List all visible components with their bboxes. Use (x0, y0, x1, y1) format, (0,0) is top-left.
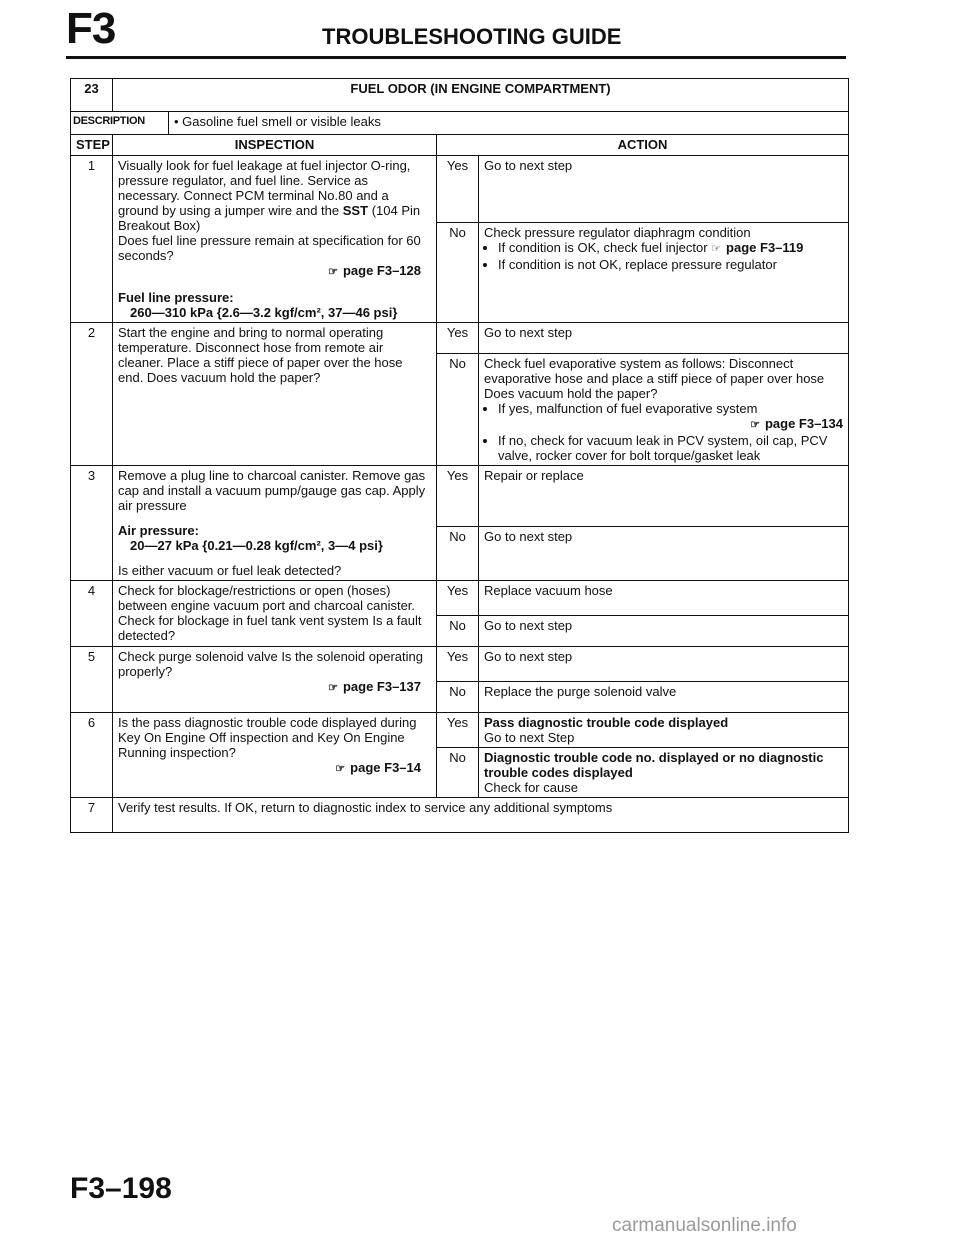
spec-label: Air pressure: (118, 523, 199, 538)
yes-action: Go to next step (479, 647, 849, 682)
step-row (71, 713, 849, 748)
page-number: F3–198 (70, 1172, 172, 1205)
step-number: 5 (71, 647, 113, 713)
step-inspection: Is the pass diagnostic trouble code displayed during Key On Engine Off inspection and Key On Engine Running inspection? ☞ page F3–14 (113, 713, 437, 798)
no-label: No (437, 223, 479, 323)
step-inspection: Remove a plug line to charcoal canister. Remove gas cap and install a vacuum pump/gauge gas cap. Apply air pressure Air pressure: 20—27 kPa {0.21—0.28 kgf/cm², 3—4 psi} Is either vacuum or fuel leak detected? (113, 466, 437, 581)
yes-action: Go to next step (479, 323, 849, 354)
yes-label: Yes (437, 156, 479, 223)
description-text: Gasoline fuel smell or visible leaks (182, 114, 381, 129)
yes-action: Repair or replace (479, 466, 849, 527)
col-action: ACTION (437, 135, 849, 156)
step-number: 2 (71, 323, 113, 466)
description-label: DESCRIPTION (71, 112, 169, 135)
step-row (71, 156, 849, 223)
no-action: Diagnostic trouble code no. displayed or no diagnostic trouble codes displayed Check for cause (479, 748, 849, 798)
no-action: Go to next step (479, 616, 849, 647)
yes-label: Yes (437, 647, 479, 682)
no-label: No (437, 682, 479, 713)
yes-label: Yes (437, 323, 479, 354)
no-action: Go to next step (479, 527, 849, 581)
yes-action: Pass diagnostic trouble code displayed Go to next Step (479, 713, 849, 748)
spec-value: 260—310 kPa {2.6—3.2 kgf/cm², 37—46 psi} (130, 305, 398, 320)
spec-value: 20—27 kPa {0.21—0.28 kgf/cm², 3—4 psi} (130, 538, 383, 553)
pointing-hand-icon: ☞ (750, 419, 760, 431)
yes-action: Go to next step (479, 156, 849, 223)
yes-label: Yes (437, 581, 479, 616)
page-title: TROUBLESHOOTING GUIDE (322, 24, 622, 49)
step-row (71, 647, 849, 682)
header-rule (66, 56, 846, 59)
step-number: 7 (71, 798, 113, 833)
yes-label: Yes (437, 713, 479, 748)
procedure-title: FUEL ODOR (IN ENGINE COMPARTMENT) (113, 79, 849, 112)
sst-label: SST (342, 203, 369, 218)
step-row (71, 466, 849, 527)
page-reference: ☞ page F3–137 (328, 679, 421, 694)
pointing-hand-icon: ☞ (335, 763, 346, 775)
no-action: Replace the purge solenoid valve (479, 682, 849, 713)
troubleshooting-table (70, 78, 849, 833)
step-inspection: Check for blockage/restrictions or open (hoses) between engine vacuum port and charcoal canister. Check for blockage in fuel tank vent system Is a fault detected? (113, 581, 437, 647)
step-inspection: Visually look for fuel leakage at fuel injector O-ring, pressure regulator, and fuel line. Service as necessary. Connect PCM terminal No.80 and a ground by using a jumper wire and the SST (104 Pin Breakout Box) Does fuel line pressure remain at specification for 60 seconds? ☞ page F3–128 Fuel line pressure: 260—310 kPa {2.6—3.2 kgf/cm², 37—46 psi} (113, 156, 437, 323)
yes-action: Replace vacuum hose (479, 581, 849, 616)
step-number: 4 (71, 581, 113, 647)
no-label: No (437, 748, 479, 798)
col-inspection: INSPECTION (113, 135, 437, 156)
step-row (71, 581, 849, 616)
pointing-hand-icon: ☞ (328, 266, 338, 278)
step-number: 1 (71, 156, 113, 323)
section-code: F3 (66, 4, 116, 53)
no-label: No (437, 527, 479, 581)
yes-label: Yes (437, 466, 479, 527)
step-inspection: Start the engine and bring to normal operating temperature. Disconnect hose from remote air cleaner. Place a stiff piece of paper over the hose end. Does vacuum hold the paper? (113, 323, 437, 466)
no-action: Check pressure regulator diaphragm condition • If condition is OK, check fuel injector ☞ page F3–119 • If condition is not OK, replace pressure regulator (479, 223, 849, 323)
step-inspection: Verify test results. If OK, return to diagnostic index to service any additional symptoms (113, 798, 849, 833)
step-row (71, 798, 849, 833)
pointing-hand-icon: ☞ (711, 243, 722, 255)
step-number: 3 (71, 466, 113, 581)
description: • Gasoline fuel smell or visible leaks (169, 112, 849, 135)
procedure-number: 23 (71, 79, 113, 112)
watermark: carmanualsonline.info (612, 1215, 797, 1236)
page-reference: ☞ page F3–128 (328, 263, 421, 278)
step-inspection: Check purge solenoid valve Is the solenoid operating properly? ☞ page F3–137 (113, 647, 437, 713)
pointing-hand-icon: ☞ (328, 682, 338, 694)
no-label: No (437, 354, 479, 466)
col-step: STEP (71, 135, 113, 156)
page-reference: ☞ page F3–14 (335, 760, 421, 775)
no-label: No (437, 616, 479, 647)
spec-label: Fuel line pressure: (118, 290, 234, 305)
step-number: 6 (71, 713, 113, 798)
step-row (71, 323, 849, 354)
no-action: Check fuel evaporative system as follows: Disconnect evaporative hose and place a stiff piece of paper over hose Does vacuum hold the paper? • If yes, malfunction of fuel evaporative system ☞ page F3–134 • If no, check for vacuum leak in PCV system, oil cap, PCV valve, rocker cover for bolt torque/gasket leak (479, 354, 849, 466)
